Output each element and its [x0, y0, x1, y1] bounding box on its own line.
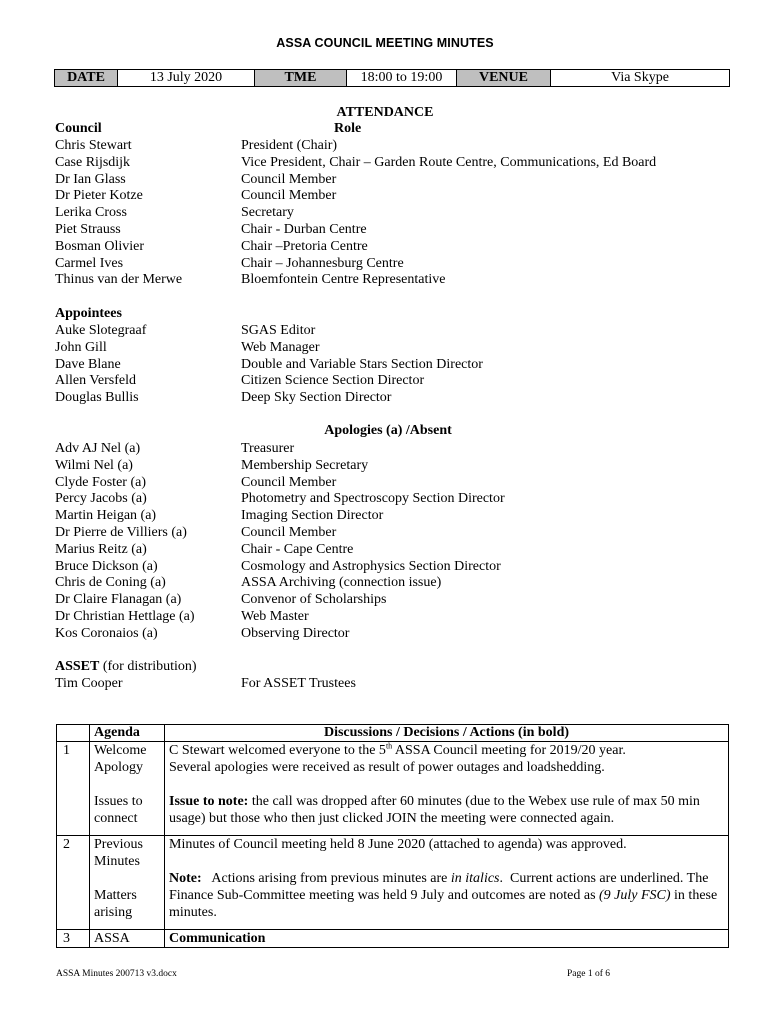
attendee-name: Chris Stewart [55, 138, 132, 153]
attendee-row [55, 356, 755, 373]
attendee-name: Douglas Bullis [55, 390, 139, 406]
attendee-role: Chair –Pretoria Centre [241, 238, 368, 254]
attendee-row [55, 524, 755, 541]
attendee-role: Cosmology and Astrophysics Section Director [241, 558, 501, 574]
agenda-row-1 [57, 742, 729, 836]
appointees-label: Appointees [55, 306, 122, 321]
attendee-role: Vice President, Chair – Garden Route Centre, Communications, Ed Board [241, 154, 657, 170]
agenda-row-discussion: Communication [165, 930, 729, 948]
attendee-row [55, 137, 755, 154]
attendee-role: Secretary [241, 205, 294, 221]
attendee-role: Photometry and Spectroscopy Section Director [241, 491, 505, 507]
attendance-heading: ATTENDANCE [336, 105, 434, 120]
attendee-role: Observing Director [241, 625, 350, 641]
venue-value: Via Skype [551, 70, 730, 87]
minutes-text: Minutes of Council meeting held 8 June 2020 (attached to agenda) was approved. [169, 837, 627, 852]
attendee-role: Membership Secretary [241, 457, 369, 473]
attendee-name: Clyde Foster (a) [55, 474, 146, 490]
attendee-row [55, 541, 755, 558]
attendee-role: President (Chair) [241, 138, 338, 153]
attendee-row [55, 675, 755, 692]
asset-label-bold: ASSET [55, 659, 100, 674]
attendee-name: Kos Coronaios (a) [55, 625, 158, 641]
attendee-role: Web Manager [241, 339, 320, 355]
agenda-item-matters: Matters [94, 888, 137, 903]
attendee-row [55, 625, 755, 642]
attendee-role: Chair – Johannesburg Centre [241, 255, 404, 271]
attendee-row [55, 271, 755, 288]
attendee-name: Marius Reitz (a) [55, 541, 147, 557]
attendee-name: John Gill [55, 339, 107, 355]
attendee-role: For ASSET Trustees [241, 676, 356, 691]
agenda-item-minutes: Minutes [94, 854, 140, 869]
attendee-role: Double and Variable Stars Section Director [241, 356, 483, 372]
attendee-role: Treasurer [241, 441, 295, 456]
attendee-row [55, 389, 755, 406]
agenda-item-arising: arising [94, 905, 133, 920]
attendee-row [55, 574, 755, 591]
attendee-role: ASSA Archiving (connection issue) [241, 575, 442, 591]
asset-label-rest: (for distribution) [99, 659, 197, 674]
attendee-row [55, 440, 755, 457]
attendee-name: Dr Claire Flanagan (a) [55, 592, 182, 608]
attendee-row [55, 171, 755, 188]
agenda-item-apology: Apology [94, 760, 143, 775]
agenda-row-discussion [165, 836, 729, 930]
attendee-name: Lerika Cross [55, 205, 127, 221]
time-label: TME [255, 70, 347, 87]
attendee-role: Imaging Section Director [241, 508, 384, 524]
attendee-row [55, 558, 755, 575]
attendee-row [55, 372, 755, 389]
attendee-name: Auke Slotegraaf [55, 323, 147, 338]
attendee-row [55, 507, 755, 524]
attendee-name: Dr Ian Glass [55, 171, 126, 187]
attendee-name: Adv AJ Nel (a) [55, 441, 141, 456]
venue-label: VENUE [457, 70, 551, 87]
agenda-row-item [90, 836, 165, 930]
issue-text: Issue to note: the call was dropped after 60 minutes (due to the Webex use rule of max 50 min usage) but those who then just clicked JOIN the meeting were connected again. [169, 794, 700, 826]
attendee-row [55, 322, 755, 339]
attendee-role: Convenor of Scholarships [241, 592, 387, 608]
asset-label [55, 658, 197, 675]
agenda-row-3 [57, 930, 729, 948]
attendee-role: Chair - Cape Centre [241, 541, 354, 557]
agenda-row-discussion [165, 742, 729, 836]
attendee-row [55, 490, 755, 507]
attendee-name: Dr Pieter Kotze [55, 188, 143, 204]
agenda-row-item: ASSA [90, 930, 165, 948]
time-value: 18:00 to 19:00 [347, 70, 457, 87]
agenda-table [56, 724, 729, 948]
agenda-item-welcome: Welcome [94, 743, 147, 758]
attendee-name: Case Rijsdijk [55, 154, 131, 170]
attendee-name: Allen Versfeld [55, 373, 136, 389]
agenda-header-row [57, 725, 729, 742]
date-value: 13 July 2020 [118, 70, 255, 87]
date-label: DATE [55, 70, 118, 87]
asset-header-row [55, 658, 755, 675]
attendee-role: Council Member [241, 474, 337, 490]
agenda-item-issues: Issues to [94, 794, 143, 809]
attendee-role: Deep Sky Section Director [241, 390, 392, 406]
attendee-role: Council Member [241, 188, 337, 204]
attendee-name: Dr Pierre de Villiers (a) [55, 525, 187, 540]
attendee-row [55, 255, 755, 272]
attendee-row [55, 154, 755, 171]
apologies-heading: Apologies (a) /Absent [324, 423, 452, 438]
attendee-name: Bosman Olivier [55, 238, 145, 254]
welcome-text: C Stewart welcomed everyone to the 5th ASSA Council meeting for 2019/20 year. [169, 741, 626, 758]
attendee-row [55, 204, 755, 221]
attendee-name: Carmel Ives [55, 255, 124, 271]
apology-text: Several apologies were received as result of power outages and loadshedding. [169, 760, 605, 775]
attendee-role: Citizen Science Section Director [241, 373, 425, 389]
agenda-item-connect: connect [94, 811, 138, 826]
attendee-row [55, 238, 755, 255]
attendee-row [55, 221, 755, 238]
attendee-name: Tim Cooper [55, 676, 123, 691]
agenda-row-number: 2 [57, 836, 90, 930]
agenda-col-header: Agenda [90, 725, 165, 742]
document-title: ASSA COUNCIL MEETING MINUTES [276, 36, 494, 50]
meeting-info-table [54, 69, 730, 87]
attendee-row [55, 457, 755, 474]
attendee-role: Council Member [241, 171, 337, 187]
footer-page-number: Page 1 of 6 [567, 969, 611, 979]
attendee-name: Bruce Dickson (a) [55, 558, 158, 574]
attendee-role: Bloemfontein Centre Representative [241, 272, 446, 288]
agenda-row-number: 1 [57, 742, 90, 836]
attendee-row [55, 187, 755, 204]
attendee-row [55, 608, 755, 625]
attendee-role: Web Master [241, 609, 309, 624]
attendee-role: Council Member [241, 525, 337, 540]
attendee-name: Percy Jacobs (a) [55, 491, 147, 507]
attendee-name: Martin Heigan (a) [55, 508, 157, 524]
footer-filename: ASSA Minutes 200713 v3.docx [56, 969, 177, 979]
agenda-num-header [57, 725, 90, 742]
role-label: Role [334, 121, 362, 136]
attendee-name: Dave Blane [55, 356, 121, 372]
attendee-row [55, 591, 755, 608]
attendee-name: Wilmi Nel (a) [55, 457, 133, 473]
agenda-row-item [90, 742, 165, 836]
attendee-name: Thinus van der Merwe [55, 272, 183, 288]
council-header-row [55, 120, 755, 137]
discussions-col-header: Discussions / Decisions / Actions (in bold) [165, 725, 729, 742]
attendee-row [55, 474, 755, 491]
agenda-row-number: 3 [57, 930, 90, 948]
agenda-item-previous: Previous [94, 837, 143, 852]
attendee-row [55, 339, 755, 356]
attendee-name: Dr Christian Hettlage (a) [55, 609, 195, 624]
council-label: Council [55, 121, 102, 136]
agenda-row-2 [57, 836, 729, 930]
appointees-header-row [55, 305, 755, 322]
attendee-name: Chris de Coning (a) [55, 575, 166, 591]
note-text: Note: Actions arising from previous minutes are in italics. Current actions are underlined. The Finance Sub-Committee meeting was held 9 July and outcomes are noted as (9 July FSC) in these minutes. [169, 871, 718, 920]
attendee-role: SGAS Editor [241, 323, 316, 338]
attendee-name: Piet Strauss [55, 222, 121, 237]
attendee-role: Chair - Durban Centre [241, 222, 367, 237]
